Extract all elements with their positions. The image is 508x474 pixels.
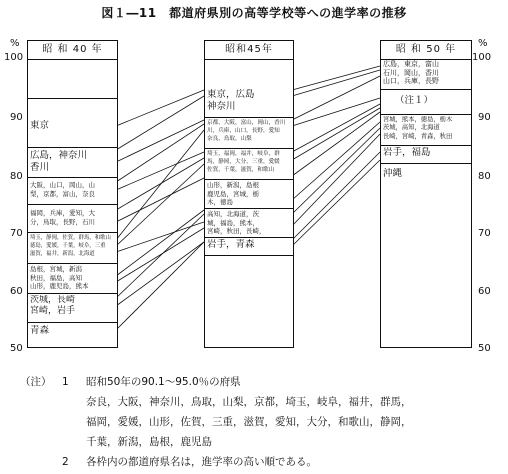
column-1965-cell-7: 茨城，長崎 宮崎，岩手: [30, 295, 76, 316]
left-tick-90: 90: [10, 112, 23, 123]
column-1970: [204, 40, 294, 348]
column-1975-cell-4: 岩手，福島: [383, 147, 431, 158]
left-tick-100: 100: [4, 52, 24, 63]
note-2-number: 2: [62, 456, 69, 468]
right-tick-100: 100: [472, 52, 492, 63]
right-tick-50: 50: [478, 343, 491, 354]
note-1-line-1: 昭和50年の90.1～95.0％の府県: [86, 376, 241, 388]
column-1965-cell-1: 東京: [30, 120, 50, 131]
notes-label: （注）: [20, 376, 52, 388]
note-1-line-4: 千葉，新潟，島根，鹿児島: [86, 436, 212, 448]
column-1965-cell-2: 広島，神奈川 香川: [30, 150, 88, 173]
footnotes: [20, 372, 500, 472]
left-tick-80: 80: [10, 171, 23, 182]
note-2-line-1: 各枠内の都道府県名は，進学率の高い順である。: [86, 456, 317, 468]
column-1975-cell-5: 沖縄: [383, 168, 403, 179]
column-1975-cell-3: 宮城，熊本，徳島，栃木 茨城，高知，北海道 長崎，宮崎，青森，秋田: [383, 116, 453, 140]
column-1970-head: 昭和45年: [205, 41, 293, 60]
right-tick-90: 90: [478, 112, 491, 123]
left-tick-50: 50: [10, 343, 23, 354]
right-tick-80: 80: [478, 171, 491, 182]
column-1965-cell-6: 島根，宮城，新潟 秋田，福島，高知 山形，鹿児島，熊本: [30, 265, 89, 291]
left-tick-60: 60: [10, 286, 23, 297]
left-tick-70: 70: [10, 228, 23, 239]
left-axis-unit: %: [10, 38, 20, 49]
column-1975-cell-2: （注１）: [395, 95, 434, 106]
column-1975-cell-1: 広島，東京，富山 石川，岡山，香川 山口，兵庫，長野: [383, 60, 439, 86]
column-1975: [380, 40, 472, 348]
note-1-number: 1: [62, 376, 69, 388]
column-1970-cell-1: 東京，広島 神奈川: [207, 89, 255, 112]
note-1-line-2: 奈良，大阪，神奈川，鳥取，山梨，京都，埼玉，岐阜，福井，群馬，: [86, 396, 412, 408]
column-1975-head: 昭 和 50 年: [381, 41, 471, 60]
note-1-line-3: 福岡，愛媛，山形，佐賀，三重，滋賀，愛知，大分，和歌山，静岡，: [86, 416, 412, 428]
figure-title: 図１―11 都道府県別の高等学校等への進学率の推移: [101, 6, 407, 20]
column-1965: [27, 40, 118, 348]
column-1965-cell-8: 青森: [30, 325, 50, 336]
right-axis-unit: %: [478, 38, 488, 49]
column-1965-cell-4: 福岡，兵庫，愛知，大 分，鳥取，長野，石川: [30, 209, 95, 226]
column-1965-cell-5: 埼玉，静岡，佐賀，群馬，和歌山 徳島，愛媛，千葉，岐阜，三重 滋賀，福井，新潟，北海道: [30, 235, 111, 257]
column-1970-cell-2: 京都，大阪，富山，岡山，香川 川，兵庫，山口，長野，愛知 奈良，鳥取，山梨: [207, 120, 286, 143]
column-1965-cell-3: 大阪，山口，岡山，山 梨，京都，富山，奈良: [30, 181, 95, 198]
right-tick-60: 60: [478, 286, 491, 297]
column-1970-cell-3: 埼玉，福岡，福井，岐阜，群 馬，静岡，大分，三重，愛媛 佐賀，千葉，滋賀，和歌山: [207, 151, 280, 174]
column-1970-cell-4: 山形，新潟，島根 鹿児島，宮城，栃 木，徳島: [207, 181, 259, 207]
right-tick-70: 70: [478, 228, 491, 239]
column-1970-cell-6: 岩手，青森: [207, 239, 255, 250]
column-1965-head: 昭 和 40 年: [28, 41, 117, 60]
column-1970-cell-5: 高知，北海道，茨 城，福島，熊本， 宮崎，秋田，長崎，: [207, 210, 266, 236]
